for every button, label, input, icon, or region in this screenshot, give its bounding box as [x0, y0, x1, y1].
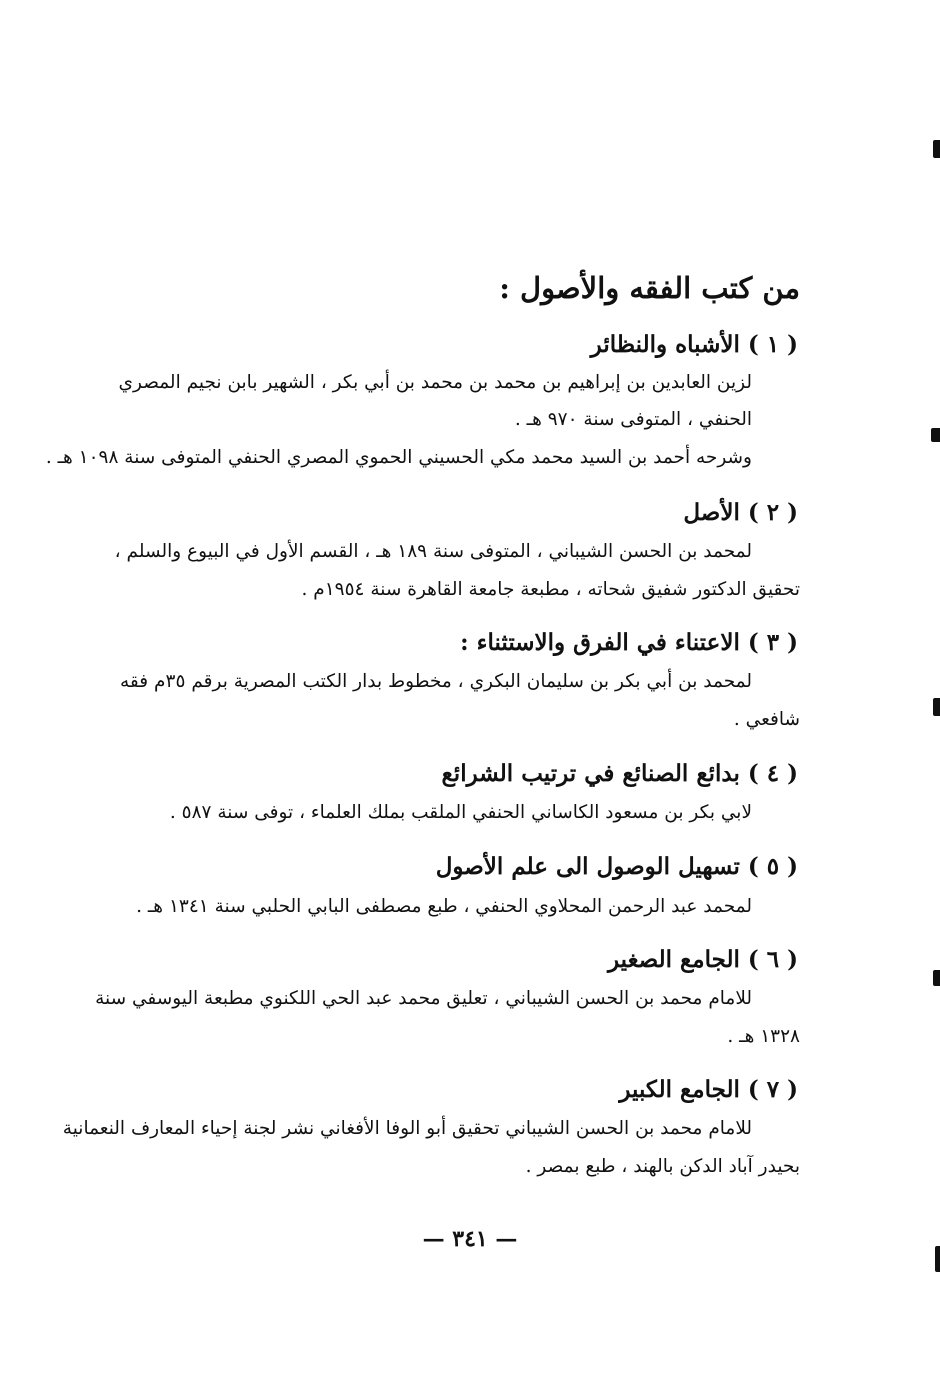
entry-6-line-1: للامام محمد بن الحسن الشيباني ، تعليق محمد عبد الحي اللكنوي مطبعة اليوسفي سنة: [95, 988, 752, 1009]
entry-1-line-1: لزين العابدين بن إبراهيم بن محمد بن محمد بن أبي بكر ، الشهير بابن نجيم المصري: [118, 372, 752, 393]
entry-title-3: ( ٣ ) الاعتناء في الفرق والاستثناء :: [460, 629, 798, 656]
page-number: — ٣٤١ —: [422, 1226, 518, 1252]
entry-title-5: ( ٥ ) تسهيل الوصول الى علم الأصول: [435, 853, 798, 880]
entry-5-line-1: لمحمد عبد الرحمن المحلاوي الحنفي ، طبع مصطفى البابي الحلبي سنة ١٣٤١ هـ .: [136, 896, 752, 917]
section-heading: من كتب الفقه والأصول :: [499, 271, 800, 305]
entry-6-line-2: ١٣٢٨ هـ .: [727, 1026, 800, 1047]
entry-4-line-1: لابي بكر بن مسعود الكاساني الحنفي الملقب بملك العلماء ، توفى سنة ٥٨٧ .: [169, 802, 752, 823]
margin-mark: [931, 428, 940, 442]
entry-1-line-2: الحنفي ، المتوفى سنة ٩٧٠ هـ .: [514, 409, 752, 430]
entry-7-line-1: للامام محمد بن الحسن الشيباني تحقيق أبو الوفا الأفغاني نشر لجنة إحياء المعارف النعمانية: [62, 1118, 752, 1139]
margin-mark: [933, 970, 940, 986]
entry-2-line-2: تحقيق الدكتور شفيق شحاته ، مطبعة جامعة القاهرة سنة ١٩٥٤م .: [301, 579, 800, 600]
entry-2-line-1: لمحمد بن الحسن الشيباني ، المتوفى سنة ١٨٩ هـ ، القسم الأول في البيوع والسلم ،: [114, 541, 752, 562]
entry-3-line-2: شافعي .: [733, 709, 800, 730]
entry-title-2: ( ٢ ) الأصل: [683, 499, 798, 526]
entry-1-line-3: وشرحه أحمد بن السيد محمد مكي الحسيني الحموي المصري الحنفي المتوفى سنة ١٠٩٨ هـ .: [45, 447, 752, 468]
entry-title-4: ( ٤ ) بدائع الصنائع في ترتيب الشرائع: [441, 760, 798, 787]
entry-7-line-2: بحيدر آباد الدكن بالهند ، طبع بمصر .: [525, 1156, 800, 1177]
margin-mark: [933, 698, 940, 716]
margin-mark: [933, 140, 940, 158]
entry-title-6: ( ٦ ) الجامع الصغير: [607, 946, 798, 973]
entry-3-line-1: لمحمد بن أبي بكر بن سليمان البكري ، مخطوط بدار الكتب المصرية برقم ٣٥م فقه: [120, 671, 752, 692]
entry-title-1: ( ١ ) الأشباه والنظائر: [590, 331, 798, 358]
margin-mark: [935, 1246, 940, 1272]
entry-title-7: ( ٧ ) الجامع الكبير: [619, 1076, 798, 1103]
